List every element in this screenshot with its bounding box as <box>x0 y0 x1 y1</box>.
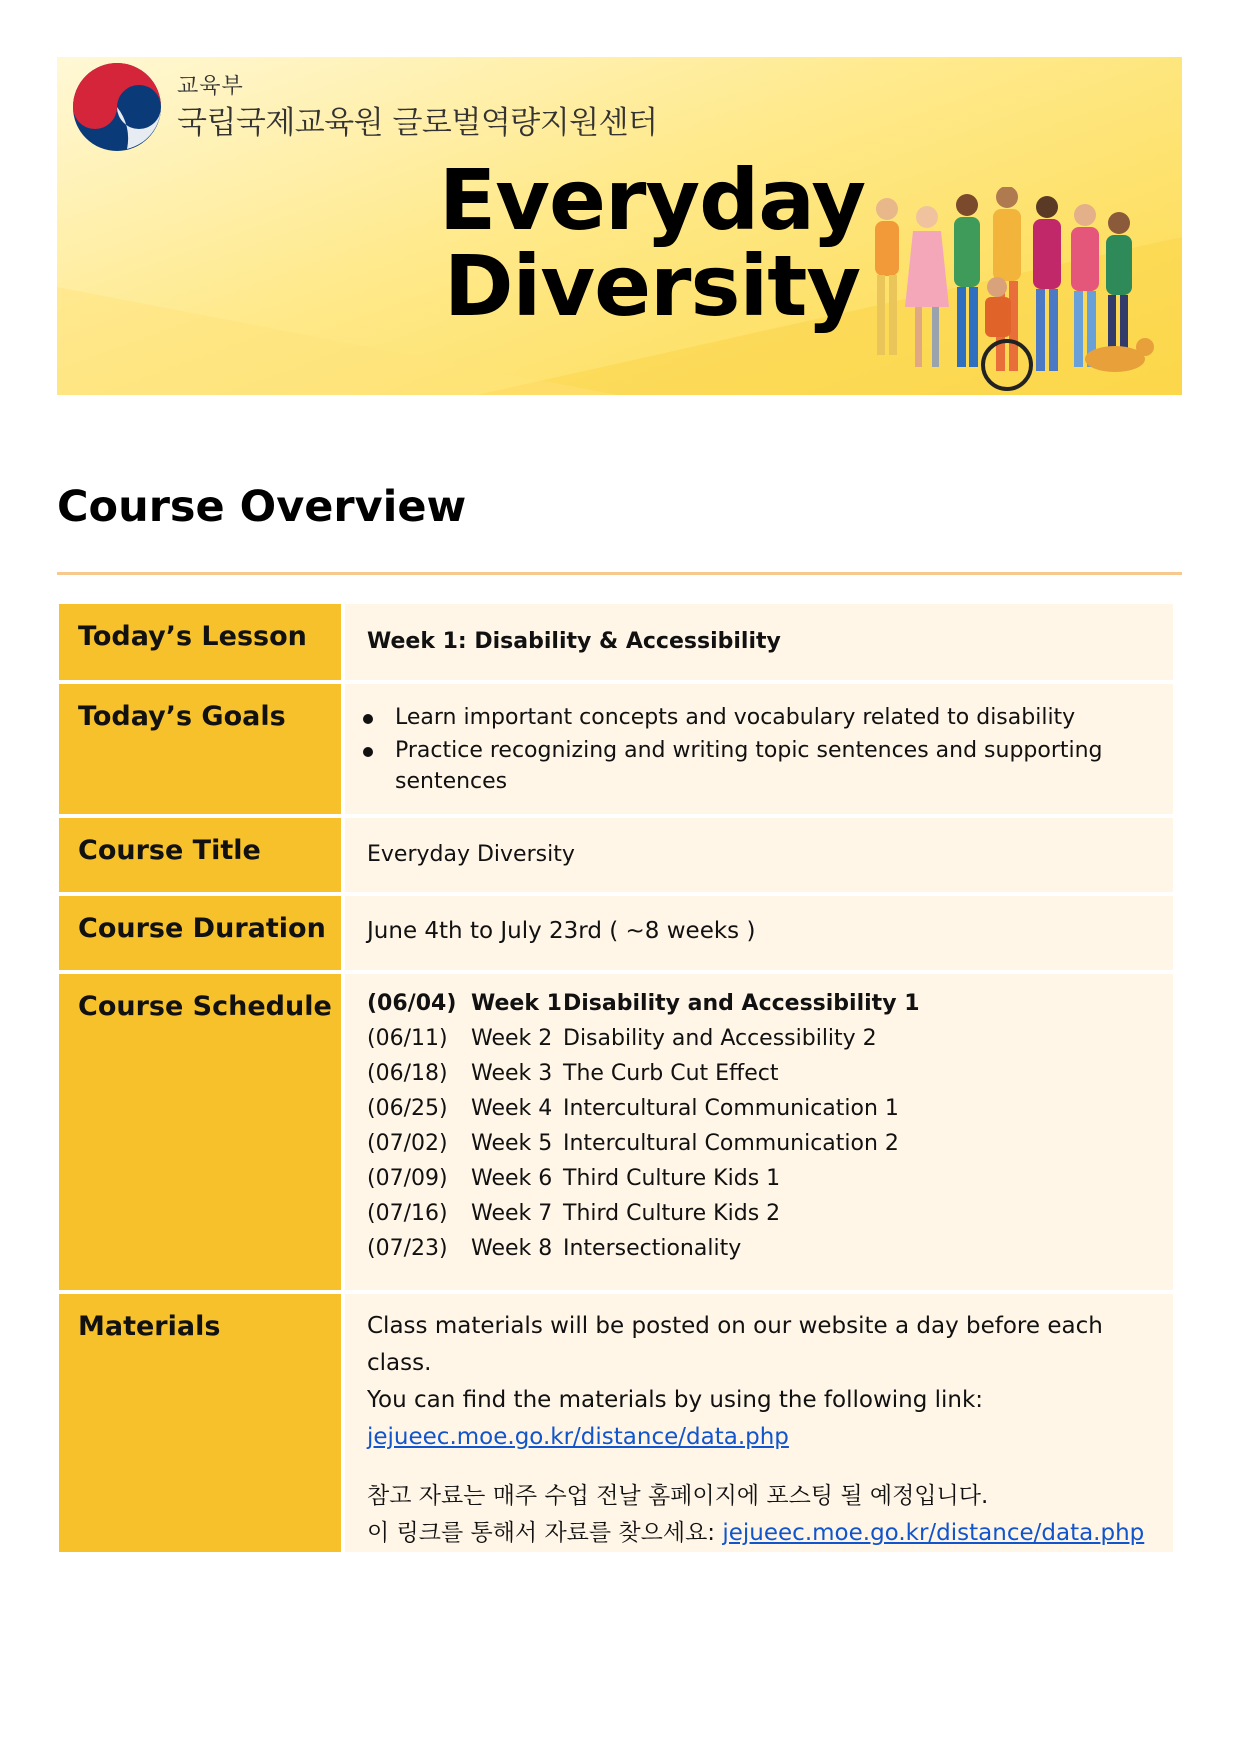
schedule-item <box>367 1196 1151 1231</box>
schedule-week: Week 2 <box>471 1026 553 1051</box>
schedule-week: Week 6 <box>471 1166 553 1191</box>
taegeuk-emblem-icon <box>67 57 167 157</box>
schedule-topic: Third Culture Kids 2 <box>563 1201 781 1226</box>
label-cell <box>59 1294 341 1552</box>
value-cell <box>345 974 1173 1290</box>
label-cell <box>59 818 341 892</box>
materials-label: Materials <box>78 1311 221 1342</box>
goals-list <box>345 684 1173 797</box>
materials-ko-text: 이 링크를 통해서 자료를 찾으세요: <box>367 1520 723 1546</box>
materials-en-line2: You can find the materials by using the following link: <box>367 1387 984 1413</box>
schedule-date: (07/02) <box>367 1131 448 1156</box>
banner-title-line1: Everyday <box>438 151 866 249</box>
todays-goals-label: Today’s Goals <box>78 701 286 732</box>
goal-item: Practice recognizing and writing topic sentences and supporting sentences <box>373 735 1173 797</box>
row-materials <box>59 1294 1173 1552</box>
row-todays-lesson <box>59 604 1173 680</box>
schedule-item <box>367 1091 1151 1126</box>
header-banner <box>57 57 1182 395</box>
course-title-label: Course Title <box>78 835 261 866</box>
schedule-date: (07/09) <box>367 1166 448 1191</box>
schedule-item <box>367 1021 1151 1056</box>
schedule-topic: Third Culture Kids 1 <box>563 1166 781 1191</box>
diverse-people-illustration <box>857 187 1157 395</box>
value-cell <box>345 1294 1173 1552</box>
schedule-week: Week 5 <box>471 1131 553 1156</box>
label-cell <box>59 974 341 1290</box>
goal-item: Learn important concepts and vocabulary related to disability <box>373 702 1173 733</box>
section-title: Course Overview <box>57 482 467 532</box>
schedule-topic: The Curb Cut Effect <box>563 1061 779 1086</box>
schedule-week: Week 8 <box>471 1236 553 1261</box>
value-cell <box>345 896 1173 970</box>
value-cell <box>345 604 1173 680</box>
schedule-week: Week 7 <box>471 1201 553 1226</box>
schedule-item <box>367 1231 1151 1266</box>
schedule-date: (06/25) <box>367 1096 448 1121</box>
row-course-duration <box>59 896 1173 970</box>
ministry-short-name: 교육부 <box>177 74 244 99</box>
label-cell <box>59 684 341 814</box>
schedule-item <box>367 1161 1151 1196</box>
schedule-date: (06/11) <box>367 1026 448 1051</box>
schedule-item <box>367 1056 1151 1091</box>
value-cell <box>345 818 1173 892</box>
schedule-week: Week 4 <box>471 1096 553 1121</box>
course-duration-value: June 4th to July 23rd ( ~8 weeks ) <box>367 918 756 944</box>
schedule-topic: Intercultural Communication 1 <box>563 1096 899 1121</box>
materials-content <box>345 1294 1173 1552</box>
schedule-week: Week 1 <box>471 991 562 1016</box>
schedule-date: (07/23) <box>367 1236 448 1261</box>
section-divider <box>57 572 1182 575</box>
todays-lesson-label: Today’s Lesson <box>78 621 307 652</box>
materials-ko-line1: 참고 자료는 매주 수업 전날 홈페이지에 포스팅 될 예정입니다. <box>367 1483 989 1509</box>
value-cell <box>345 684 1173 814</box>
schedule-date: (06/04) <box>367 991 457 1016</box>
course-title-value: Everyday Diversity <box>367 842 575 867</box>
banner-title <box>402 151 902 335</box>
schedule-topic: Intersectionality <box>563 1236 742 1261</box>
row-course-schedule <box>59 974 1173 1290</box>
schedule-item <box>367 986 1151 1021</box>
course-schedule-label: Course Schedule <box>78 991 332 1022</box>
schedule-date: (07/16) <box>367 1201 448 1226</box>
label-cell <box>59 604 341 680</box>
banner-title-line2: Diversity <box>443 237 861 335</box>
materials-ko-link[interactable]: jejueec.moe.go.kr/distance/data.php <box>722 1520 1145 1546</box>
course-duration-label: Course Duration <box>78 913 326 944</box>
schedule-topic: Disability and Accessibility 1 <box>563 991 920 1016</box>
schedule-topic: Disability and Accessibility 2 <box>563 1026 877 1051</box>
row-course-title <box>59 818 1173 892</box>
schedule-item <box>367 1126 1151 1161</box>
label-cell <box>59 896 341 970</box>
row-todays-goals <box>59 684 1173 814</box>
schedule-date: (06/18) <box>367 1061 448 1086</box>
course-overview-table <box>55 600 1177 1556</box>
schedule-week: Week 3 <box>471 1061 553 1086</box>
schedule-topic: Intercultural Communication 2 <box>563 1131 899 1156</box>
materials-en-line1: Class materials will be posted on our website a day before each class. <box>367 1313 1103 1376</box>
schedule-list <box>345 974 1173 1266</box>
todays-lesson-value: Week 1: Disability & Accessibility <box>367 629 781 654</box>
materials-ko-line2 <box>367 1515 1151 1552</box>
ministry-center-name: 국립국제교육원 글로벌역량지원센터 <box>177 105 658 141</box>
materials-link[interactable]: jejueec.moe.go.kr/distance/data.php <box>367 1424 789 1450</box>
